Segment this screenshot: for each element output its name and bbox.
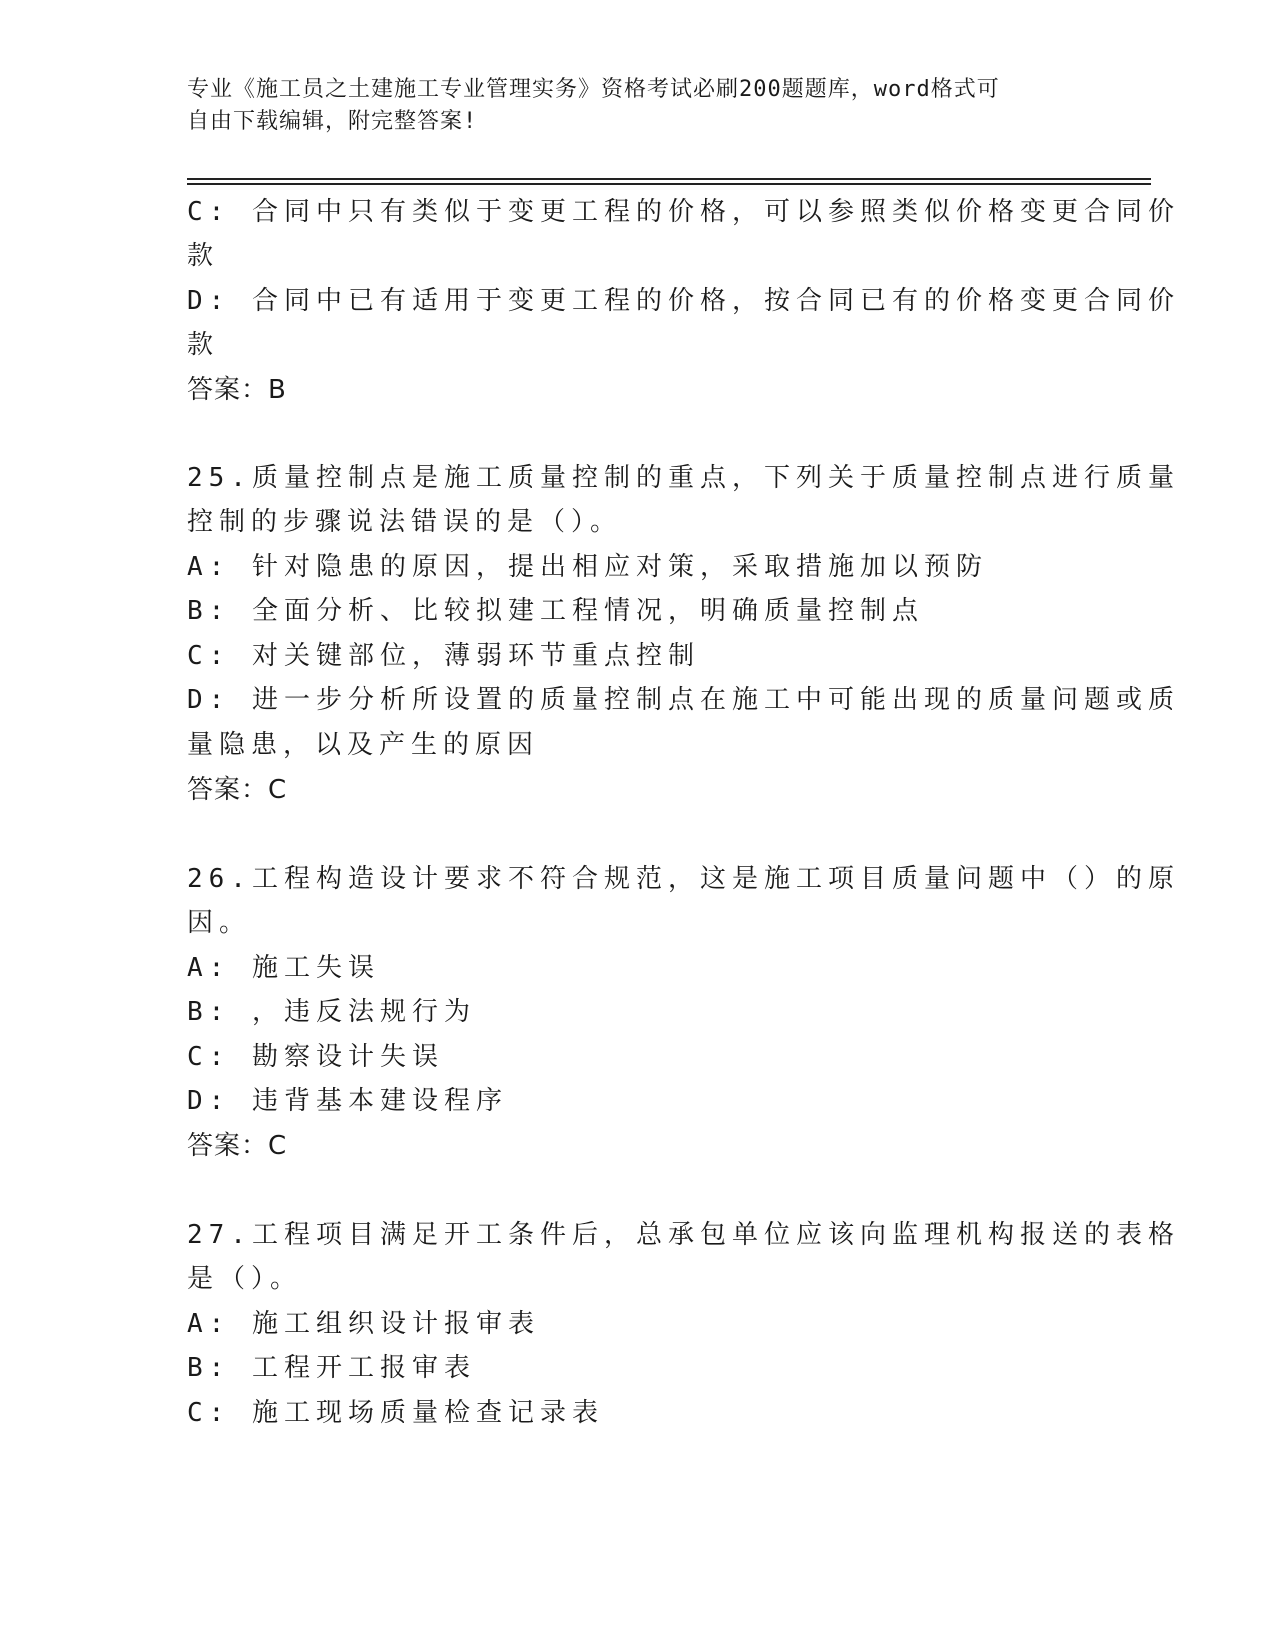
prev-option-c-line-1: C: 合同中只有类似于变更工程的价格，可以参照类似价格变更合同价 xyxy=(187,197,1180,227)
q26-option-c: C: 勘察设计失误 xyxy=(187,1042,444,1072)
q26-answer: 答案：C xyxy=(187,1131,288,1161)
prev-option-c-line-2: 款 xyxy=(187,241,220,271)
q26-option-b: B: ，违反法规行为 xyxy=(187,997,476,1027)
q25-option-a: A: 针对隐患的原因，提出相应对策，采取措施加以预防 xyxy=(187,552,988,582)
q27-option-a: A: 施工组织设计报审表 xyxy=(187,1309,540,1339)
q26-stem-line-1: 26.工程构造设计要求不符合规范，这是施工项目质量问题中（）的原 xyxy=(187,864,1180,894)
q27-stem-line-2: 是（）。 xyxy=(187,1264,303,1294)
q26-option-a: A: 施工失误 xyxy=(187,953,380,983)
q25-option-d-line-1: D: 进一步分析所设置的质量控制点在施工中可能出现的质量问题或质 xyxy=(187,685,1180,715)
q27-option-b: B: 工程开工报审表 xyxy=(187,1353,476,1383)
header-line-1: 专业《施工员之土建施工专业管理实务》资格考试必刷200题题库，word格式可 xyxy=(187,77,1000,102)
q27-option-c: C: 施工现场质量检查记录表 xyxy=(187,1398,604,1428)
q26-option-d: D: 违背基本建设程序 xyxy=(187,1086,508,1116)
header-rule-top xyxy=(187,178,1151,180)
document-header xyxy=(187,74,1067,138)
prev-option-d-line-1: D: 合同中已有适用于变更工程的价格，按合同已有的价格变更合同价 xyxy=(187,286,1180,316)
q25-answer: 答案：C xyxy=(187,775,288,805)
header-line-2: 自由下载编辑，附完整答案! xyxy=(187,109,478,134)
q25-option-c: C: 对关键部位，薄弱环节重点控制 xyxy=(187,641,700,671)
q25-stem-line-2: 控制的步骤说法错误的是（）。 xyxy=(187,507,623,537)
q25-option-b: B: 全面分析、比较拟建工程情况，明确质量控制点 xyxy=(187,596,924,626)
q25-stem-line-1: 25.质量控制点是施工质量控制的重点，下列关于质量控制点进行质量 xyxy=(187,463,1180,493)
prev-option-d-line-2: 款 xyxy=(187,330,220,360)
header-rule-bottom xyxy=(187,183,1151,185)
q26-stem-line-2: 因。 xyxy=(187,908,252,938)
q25-option-d-line-2: 量隐患，以及产生的原因 xyxy=(187,730,540,760)
q27-stem-line-1: 27.工程项目满足开工条件后，总承包单位应该向监理机构报送的表格 xyxy=(187,1220,1180,1250)
prev-answer: 答案：B xyxy=(187,375,287,405)
